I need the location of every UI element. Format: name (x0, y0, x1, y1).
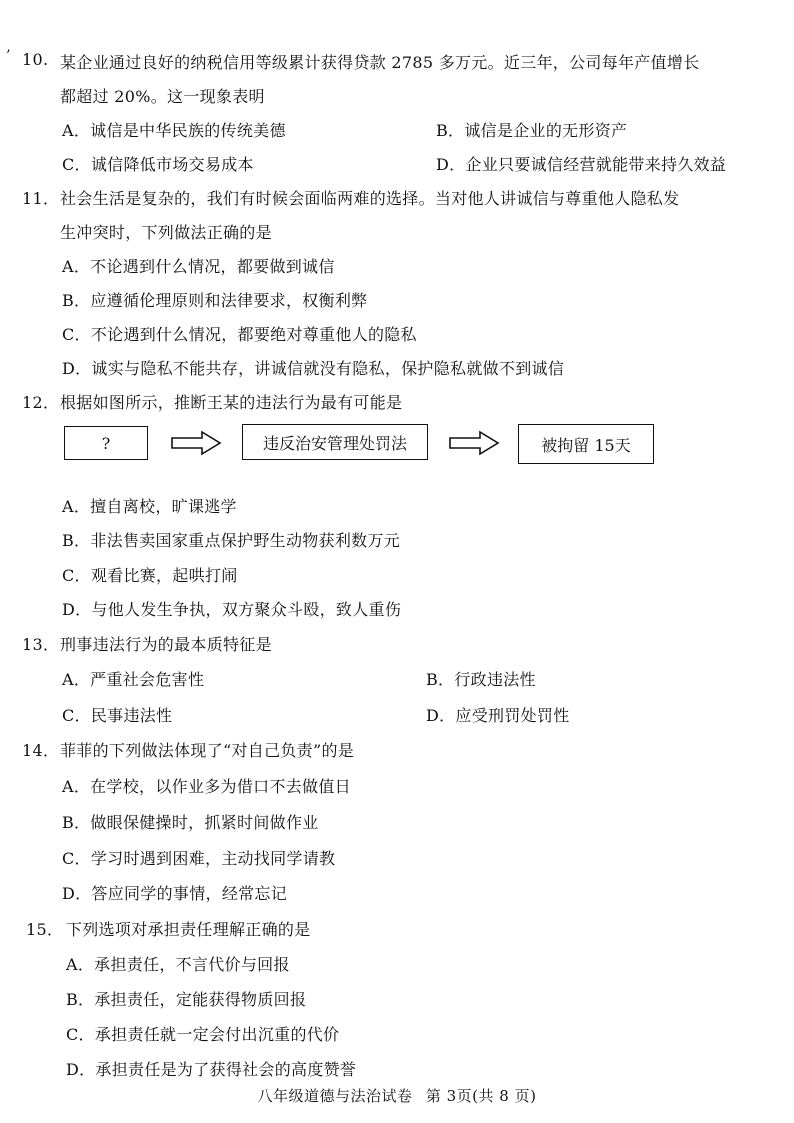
question-stem-line: 菲菲的下列做法体现了“对自己负责”的是 (60, 741, 355, 760)
option-c[interactable]: C．学习时遇到困难，主动找同学请教 (62, 849, 336, 868)
option-d[interactable]: D．应受刑罚处罚性 (426, 706, 570, 725)
option-a[interactable]: A．不论遇到什么情况，都要做到诚信 (62, 257, 335, 276)
flow-box-unknown: ? (64, 426, 148, 460)
question-number: 15． (26, 920, 64, 939)
option-b[interactable]: B．承担责任，定能获得物质回报 (66, 990, 307, 1009)
question-number: 10. (22, 50, 49, 69)
option-c[interactable]: C．民事违法性 (62, 706, 173, 725)
margin-mark: ’ (6, 48, 11, 64)
option-a[interactable]: A．严重社会危害性 (62, 670, 205, 689)
option-d[interactable]: D．承担责任是为了获得社会的高度赞誉 (66, 1060, 357, 1079)
question-stem-line: 某企业通过良好的纳税信用等级累计获得贷款 2785 多万元。近三年，公司每年产值增长 (60, 53, 700, 72)
question-number: 11． (22, 189, 60, 208)
flow-box-violation: 违反治安管理处罚法 (242, 424, 428, 460)
question-number: 14． (22, 741, 60, 760)
option-c[interactable]: C．观看比赛，起哄打闹 (62, 566, 238, 585)
option-a[interactable]: A．承担责任，不言代价与回报 (66, 955, 290, 974)
question-stem-line: 下列选项对承担责任理解正确的是 (66, 920, 311, 939)
option-b[interactable]: B．行政违法性 (426, 670, 536, 689)
question-number: 13． (22, 635, 60, 654)
arrow-right-icon (448, 430, 500, 456)
question-stem-line: 都超过 20%。这一现象表明 (60, 87, 265, 106)
question-number: 12． (22, 393, 60, 412)
question-stem-line: 根据如图所示，推断王某的违法行为最有可能是 (60, 393, 403, 412)
option-d[interactable]: D．与他人发生争执，双方聚众斗殴，致人重伤 (62, 600, 402, 619)
page-footer (0, 1085, 794, 1106)
flow-box-detention: 被拘留 15天 (518, 424, 654, 464)
question-stem-line: 生冲突时，下列做法正确的是 (60, 223, 272, 242)
option-a[interactable]: A．擅自离校，旷课逃学 (62, 497, 237, 516)
option-d[interactable]: D．答应同学的事情，经常忘记 (62, 884, 288, 903)
option-a[interactable]: A．诚信是中华民族的传统美德 (62, 121, 286, 140)
exam-title: 八年级道德与法治试卷 (257, 1087, 413, 1105)
option-d[interactable]: D．诚实与隐私不能共存，讲诚信就没有隐私，保护隐私就做不到诚信 (62, 359, 565, 378)
question-stem-line: 社会生活是复杂的，我们有时候会面临两难的选择。当对他人讲诚信与尊重他人隐私发 (60, 189, 680, 208)
option-b[interactable]: B．诚信是企业的无形资产 (436, 121, 628, 140)
arrow-right-icon (170, 430, 222, 456)
option-d[interactable]: D．企业只要诚信经营就能带来持久效益 (436, 155, 727, 174)
option-b[interactable]: B．非法售卖国家重点保护野生动物获利数万元 (62, 531, 401, 550)
option-b[interactable]: B．做眼保健操时，抓紧时间做作业 (62, 813, 319, 832)
question-stem-line: 刑事违法行为的最本质特征是 (60, 635, 272, 654)
option-c[interactable]: C．不论遇到什么情况，都要绝对尊重他人的隐私 (62, 325, 417, 344)
option-a[interactable]: A．在学校，以作业多为借口不去做值日 (62, 777, 351, 796)
option-b[interactable]: B．应遵循伦理原则和法律要求，权衡利弊 (62, 291, 368, 310)
option-c[interactable]: C．承担责任就一定会付出沉重的代价 (66, 1025, 340, 1044)
page-number: 第 3页(共 8 页) (425, 1087, 537, 1105)
option-c[interactable]: C．诚信降低市场交易成本 (62, 155, 254, 174)
